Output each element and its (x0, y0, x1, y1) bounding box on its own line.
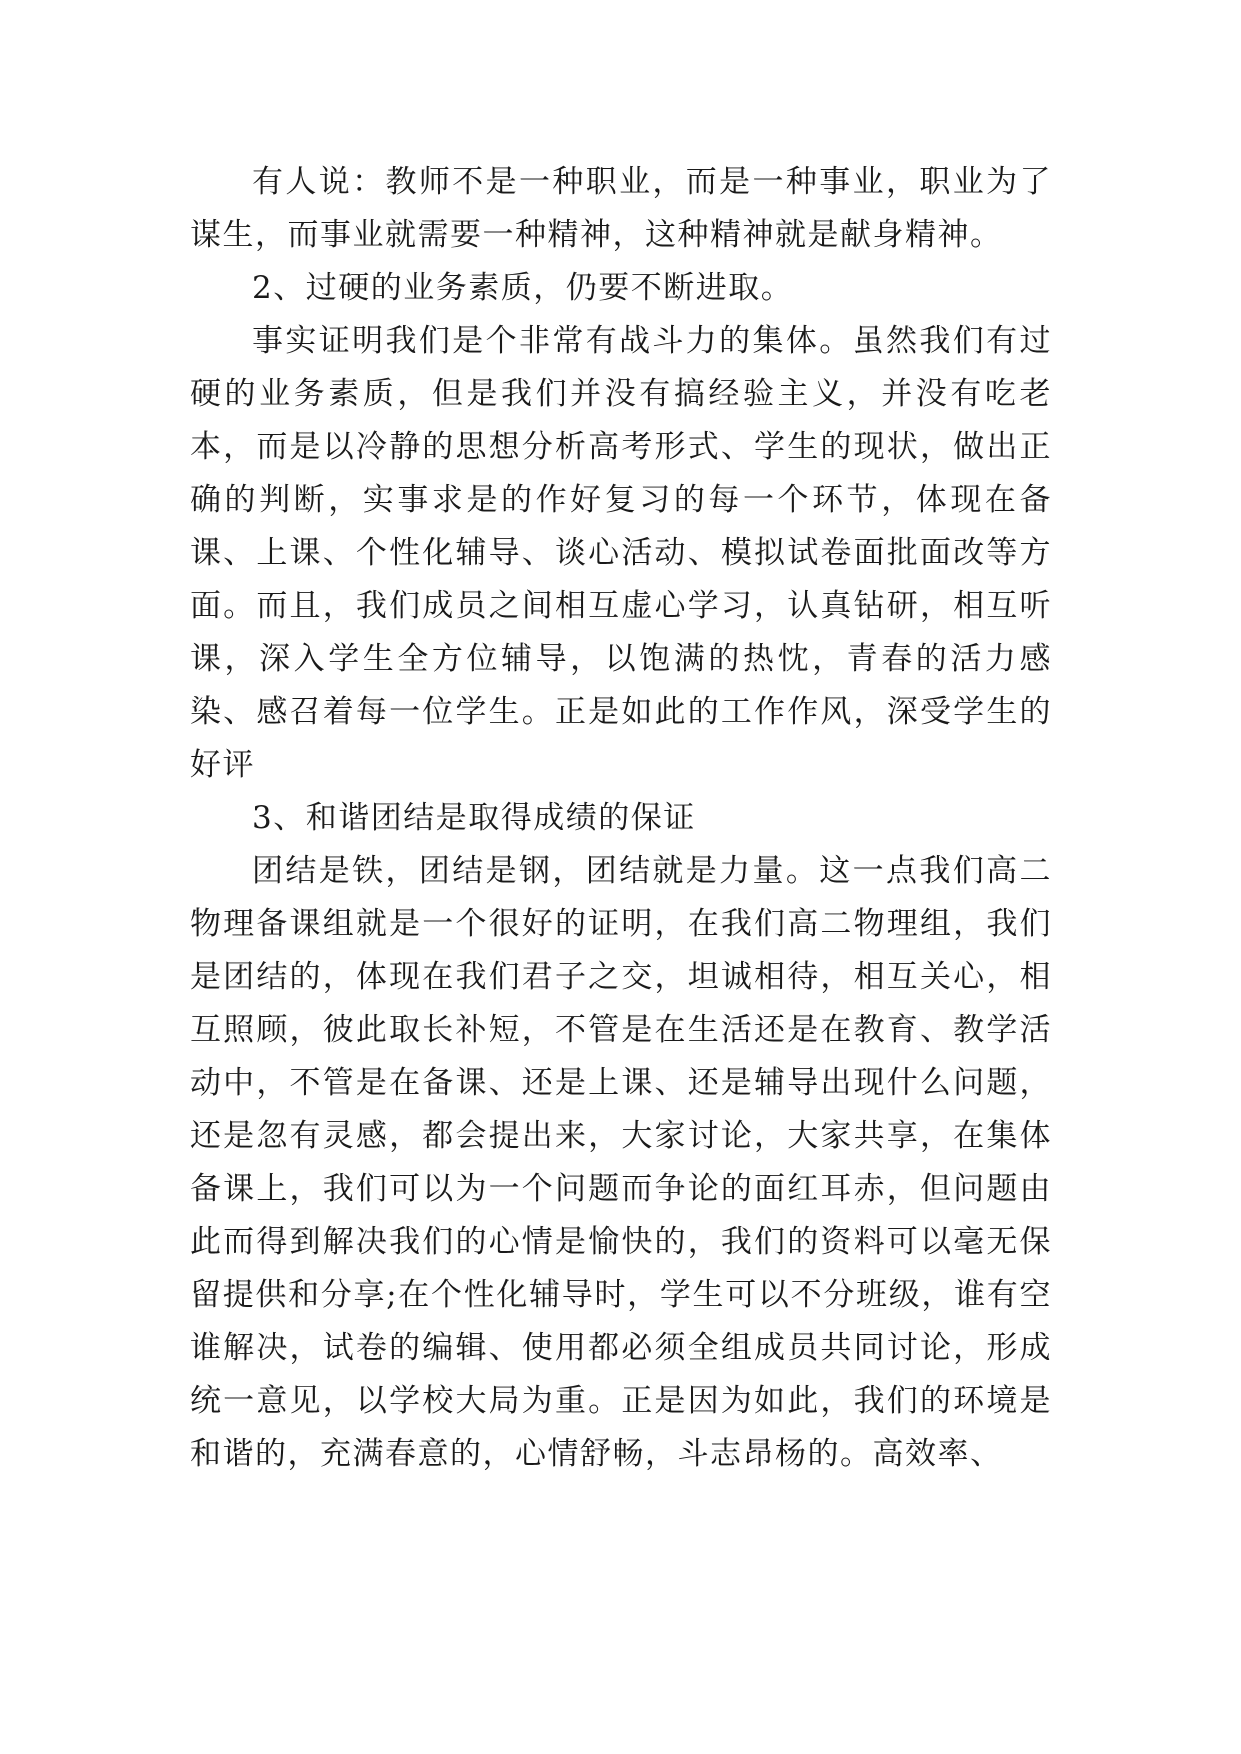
paragraph-teacher-career: 有人说：教师不是一种职业，而是一种事业，职业为了谋生，而事业就需要一种精神，这种精神就是献身精神。 (190, 164, 1052, 253)
paragraph-unity-strength: 团结是铁，团结是钢，团结就是力量。这一点我们高二物理备课组就是一个很好的证明，在我们高二物理组，我们是团结的，体现在我们君子之交，坦诚相待，相互关心，相互照顾，彼此取长补短，不管是在生活还是在教育、教学活动中，不管是在备课、还是上课、还是辅导出现什么问题，还是忽有灵感，都会提出来，大家讨论，大家共享，在集体备课上，我们可以为一个问题而争论的面红耳赤，但问题由此而得到解决我们的心情是愉快的，我们的资料可以毫无保留提供和分享;在个性化辅导时，学生可以不分班级，谁有空谁解决，试卷的编辑、使用都必须全组成员共同讨论，形成统一意见，以学校大局为重。正是因为如此，我们的环境是和谐的，充满春意的，心情舒畅，斗志昂杨的。高效率、 (190, 853, 1052, 1472)
paragraph-combat-collective: 事实证明我们是个非常有战斗力的集体。虽然我们有过硬的业务素质，但是我们并没有搞经验主义，并没有吃老本，而是以冷静的思想分析高考形式、学生的现状，做出正确的判断，实事求是的作好复习的每一个环节，体现在备课、上课、个性化辅导、谈心活动、模拟试卷面批面改等方面。而且，我们成员之间相互虚心学习，认真钻研，相互听课，深入学生全方位辅导，以饱满的热忱，青春的活力感染、感召着每一位学生。正是如此的工作作风，深受学生的好评 (190, 323, 1052, 783)
document-body (190, 156, 1052, 1481)
heading-harmony-unity: 3、和谐团结是取得成绩的保证 (252, 800, 696, 836)
heading-business-quality: 2、过硬的业务素质，仍要不断进取。 (252, 270, 794, 306)
